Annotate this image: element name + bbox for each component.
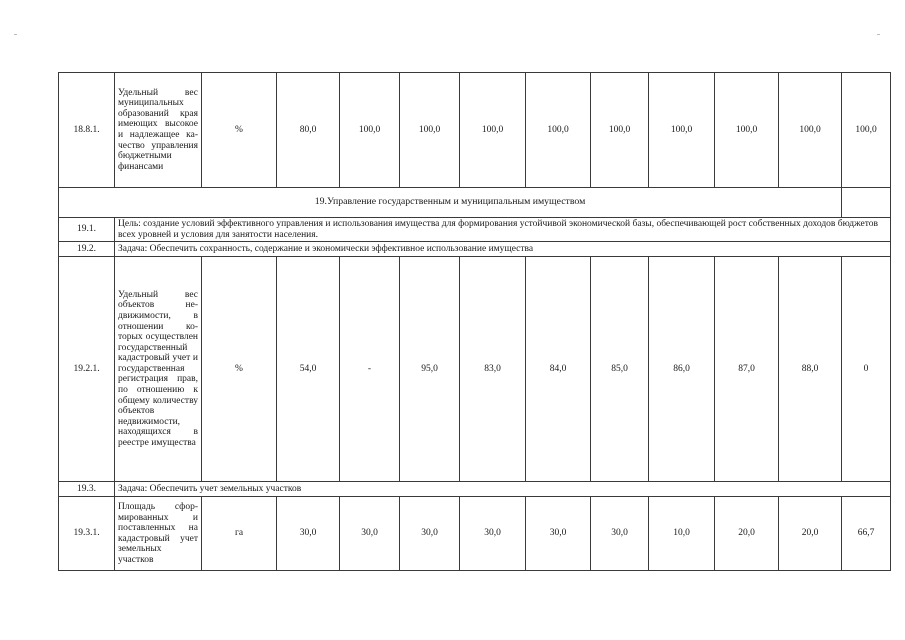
value-cell: 80,0 — [277, 73, 340, 188]
goal-text: Цель: создание условий эффективного управления и использования имущества для формирования устойчивой экономической базы, обеспечивающей рост собственных доходов бюджетов всех уровней и условия для занятости населения. — [115, 218, 891, 242]
table-row — [59, 497, 891, 571]
row-number: 19.1. — [59, 218, 115, 242]
unit-cell: % — [202, 257, 277, 482]
unit-cell: % — [202, 73, 277, 188]
value-cell: 100,0 — [340, 73, 400, 188]
value-cell: 30,0 — [460, 497, 526, 571]
value-cell: 20,0 — [715, 497, 779, 571]
table-row — [59, 482, 891, 497]
value-cell: 30,0 — [526, 497, 591, 571]
value-cell: 86,0 — [649, 257, 715, 482]
value-cell: 100,0 — [526, 73, 591, 188]
value-cell: 100,0 — [400, 73, 460, 188]
value-cell: 0 — [842, 257, 891, 482]
value-cell: - — [340, 257, 400, 482]
table-row — [59, 257, 891, 482]
indicator-name: Удельный вес объектов недвижимости, в отношении которых осуществлен государственный кадастровый учет и государственная регистрация прав, по отношению к общему количеству объектов недвижимости, находящихся в реестре имущества — [115, 257, 202, 482]
value-cell: 87,0 — [715, 257, 779, 482]
value-cell: 20,0 — [779, 497, 842, 571]
value-cell: 100,0 — [460, 73, 526, 188]
row-number: 19.2. — [59, 242, 115, 257]
value-cell: 100,0 — [649, 73, 715, 188]
indicator-name: Площадь сформированных и поставленных на кадастровый учет земельных участков — [115, 497, 202, 571]
scan-mark-left — [14, 34, 17, 35]
value-cell: 100,0 — [715, 73, 779, 188]
value-cell: 10,0 — [649, 497, 715, 571]
value-cell: 84,0 — [526, 257, 591, 482]
task-text: Задача: Обеспечить учет земельных участков — [115, 482, 891, 497]
value-cell: 30,0 — [591, 497, 649, 571]
indicator-table — [58, 72, 891, 571]
scan-mark-right — [877, 34, 880, 35]
value-cell: 54,0 — [277, 257, 340, 482]
row-number: 19.3. — [59, 482, 115, 497]
value-cell: 100,0 — [842, 73, 891, 188]
value-cell: 83,0 — [460, 257, 526, 482]
indicator-name: Удельный вес муниципальных образований края имеющих высокое и надлежащее качество управления бюджетными финансами — [115, 73, 202, 188]
task-text: Задача: Обеспечить сохранность, содержание и экономически эффективное использование имущества — [115, 242, 891, 257]
value-cell: 95,0 — [400, 257, 460, 482]
empty-cell — [842, 188, 891, 218]
row-number: 19.3.1. — [59, 497, 115, 571]
value-cell: 100,0 — [779, 73, 842, 188]
row-number: 18.8.1. — [59, 73, 115, 188]
value-cell: 88,0 — [779, 257, 842, 482]
value-cell: 30,0 — [400, 497, 460, 571]
row-number: 19.2.1. — [59, 257, 115, 482]
table-row — [59, 218, 891, 242]
value-cell: 100,0 — [591, 73, 649, 188]
table-row — [59, 242, 891, 257]
value-cell: 66,7 — [842, 497, 891, 571]
unit-cell: га — [202, 497, 277, 571]
value-cell: 30,0 — [340, 497, 400, 571]
table-row — [59, 188, 891, 218]
value-cell: 30,0 — [277, 497, 340, 571]
section-heading: 19.Управление государственным и муниципальным имуществом — [59, 188, 842, 218]
table-row — [59, 73, 891, 188]
value-cell: 85,0 — [591, 257, 649, 482]
